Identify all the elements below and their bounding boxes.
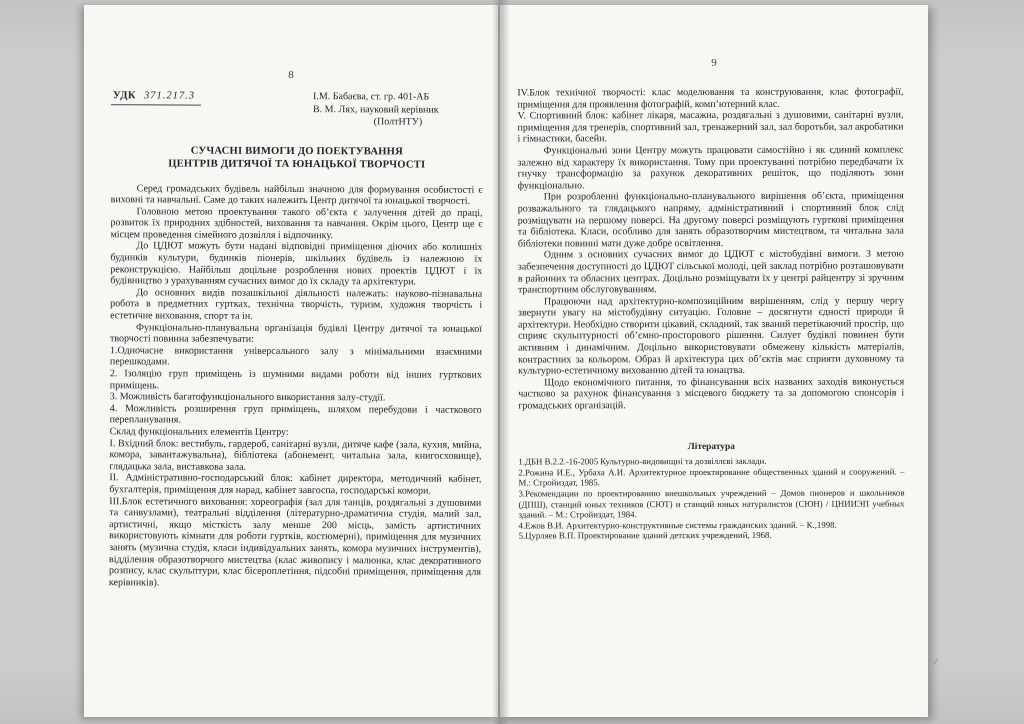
author-line: В. М. Лях, науковий керівник bbox=[312, 103, 439, 116]
paragraph: 1.Одночасне використання універсального залу з мінімальними взаємними перешкодами. bbox=[109, 345, 482, 368]
page-number-right: 9 bbox=[711, 57, 717, 69]
author-line: І.М. Бабаєва, ст. гр. 401-АБ bbox=[313, 91, 430, 103]
paragraph: V. Спортивний блок: кабінет лікаря, масажна, роздягальні з душовими, санітарні вузли, приміщення для тренерів, спортивний зал, тренажерний зал, зал боротьби, зал акробатики і гімнастики, басейн. bbox=[517, 109, 904, 145]
paragraph: Функціонально-планувальна організація будівлі Центру дитячої та юнацької творчості повинна забезпечувати: bbox=[109, 321, 483, 346]
article-header bbox=[111, 90, 483, 129]
paragraph: 2. Ізоляцію груп приміщень із шумними видами роботи від інших гурткових приміщень. bbox=[109, 368, 482, 391]
body-text-left bbox=[109, 183, 483, 590]
page-right bbox=[500, 5, 928, 717]
reference-item: 1.ДБН В.2.2.-16-2005 Культурно-видовищні та дозвіллєві заклади. bbox=[518, 456, 767, 467]
paragraph: ІІ. Адміністративно-господарський блок: кабінет директора, методичний кабінет, бухгалтерія, приміщення для нарад, кабінет завгоспа, господарські комори. bbox=[109, 472, 482, 497]
author-line: (ПолтНТУ) bbox=[373, 116, 423, 128]
paragraph: 4. Можливість розширення груп приміщень, шляхом перебудови і часткового перепланування. bbox=[109, 402, 482, 426]
article-title-line: СУЧАСНІ ВИМОГИ ДО ПОЕКТУВАННЯ bbox=[190, 145, 403, 157]
reference-item: 5.Цурляев В.П. Проектирование зданий детских учреждений, 1968. bbox=[518, 530, 772, 541]
paragraph: До ЦДЮТ можуть бути надані відповідні приміщення діючих або колишніх будинків культури, будинків піонерів, шкільних будівель із належною їх реконструкцією. Найбільш доцільне розроблення нових проектів ЦДЮТ і їх будівництво з урахуванням сучасних вимог до їх складу та архітектури. bbox=[110, 240, 483, 288]
article-title bbox=[111, 144, 483, 173]
reference-item: 2.Рожина И.Е., Урбаха А.И. Архитектурное проектирование общественных зданий и сооружений. – М.: Стройиздат, 1985. bbox=[518, 466, 905, 488]
udk-label: УДК bbox=[113, 90, 137, 102]
paragraph: Щодо економічного питання, то фінансування всіх названих заходів виконується частково за рахунок фінансування з місцевого бюджету та за допомогою спонсорів і громадських організацій. bbox=[518, 376, 905, 412]
body-text-right bbox=[517, 86, 904, 412]
paragraph: Склад функціональних елементів Центру: bbox=[109, 426, 289, 438]
reference-item: 3.Рекомендации по проектированию внешкольных учреждений – Домов пионеров и школьников (ДПШ), станций юных техников (СЮТ) и станций юных натуралистов (СЮН) / ЦНИИЭП учебных зданий. – М.: Стройиздат, 1984. bbox=[518, 487, 905, 520]
article-title-line: ЦЕНТРІВ ДИТЯЧОЇ ТА ЮНАЦЬКОЇ ТВОРЧОСТІ bbox=[168, 158, 426, 171]
page-left-content bbox=[109, 90, 483, 590]
reference-list bbox=[518, 456, 904, 542]
paragraph: Функціональні зони Центру можуть працювати самостійно і як єдиний комплекс залежно від характеру їх використання. Тому при проектуванні потрібно передбачати їх гнучку трансформацію за рахунок декоративних решіток, що поділяють зони функціонально. bbox=[517, 144, 904, 192]
paragraph: Серед громадських будівель найбільш значною для формування особистості є виховні та навчальні. Саме до таких належить Центр дитячої та юнацької творчості. bbox=[110, 182, 483, 207]
paragraph: Одним з основних сучасних вимог до ЦДЮТ є містобудівні вимоги. З метою забезпечення доступності до ЦДЮТ сільської молоді, цей заклад потрібно розташовувати в районних та обласних центрах. Доцільно розміщувати їх у центрі райцентру зі зручним транспортним обслуговуванням. bbox=[517, 248, 904, 296]
literature-heading: Література bbox=[687, 441, 735, 452]
paragraph: До основних видів позашкільної діяльності належать: науково-пізнавальна робота в предметних гуртках, технічна творчість, туризм, художня творчість і естетичне виховання, спорт та ін. bbox=[110, 287, 483, 322]
paragraph: При розробленні функціонально-планувального вирішення об’єкта, приміщення розважального та глядацького напряму, адміністративний і спортивний блок слід розміщувати на першому поверсі. На другому поверсі розміщують гурткові приміщення та бібліотека. Класи, особливо для занять образотворчим мистецтвом, та читальна зала бібліотеки повинні мати дуже добре освітлення. bbox=[517, 190, 904, 250]
scan-corner-mark: / bbox=[932, 655, 939, 669]
udk bbox=[111, 90, 201, 105]
paragraph: 3. Можливість багатофункціонального використання залу-студії. bbox=[109, 391, 386, 404]
paragraph: І. Вхідний блок: вестибуль, гардероб, санітарні вузли, дитяче кафе (зала, кухня, мийна, комора, завантажувальна), бібліотека (абонемент, читальна зала, книгосховище), глядацька зала, виставкова зала. bbox=[109, 437, 482, 473]
paragraph: Головною метою проектування такого об’єкта є залучення дітей до праці, розвиток їх природних здібностей, виховання та навчання. Окрім цього, Центр ще є місцем проведення сімейного дозвілля і відпочинку. bbox=[110, 205, 483, 242]
paragraph: ІІІ.Блок естетичного виховання: хореографія (зал для танців, роздягальні з душовими та санвузлами), театральні відділення (літературно-драматична студія, малий зал, артистичні, якщо місткість залу менше 200 місць, замість артистичних використовують кімнати для роботи гуртків, костюмерні), приміщення для музичних занять (музична студія, класи індивідуальних занять, комора музичних інструментів), відділення образотворчого мистецтва (клас живопису і малюнка, клас декоративного розпису, клас скульптури, клас бісероплетіння, підсобні приміщення, приміщення для керівників). bbox=[108, 495, 482, 589]
paragraph: Працюючи над архітектурно-композиційним вирішенням, слід у першу чергу звернути увагу на містобудівну ситуацію. Головне – досягнути єдності природи й архітектури. Необхідно створити цікавий, складний, так званий перетікаючий простір, що сприяє скульптурності об’ємно-просторового рішення. Силует будівлі повинен бути активним і динамічним. Доцільно використовувати обмежену кількість матеріалів, контрастних за кольором. Образ й архітектура цих об’єктів має сприяти духовному та культурно-естетичному вихованню дітей та юнацтва. bbox=[517, 295, 905, 377]
udk-number: 371.217.3 bbox=[144, 90, 196, 102]
page-left bbox=[84, 5, 498, 717]
paragraph: IV.Блок технічної творчості: клас моделювання та конструювання, клас фотографії, приміщення для проявлення фотографій, комп’ютерний клас. bbox=[517, 86, 904, 111]
literature-section bbox=[518, 441, 904, 541]
reference-item: 4.Ежов В.И. Архитектурно-конструктивные системы гражданских зданий. – К.,1998. bbox=[518, 519, 837, 531]
author-block bbox=[313, 91, 483, 129]
page-number-left: 8 bbox=[288, 69, 294, 81]
page-right-content bbox=[517, 86, 904, 541]
